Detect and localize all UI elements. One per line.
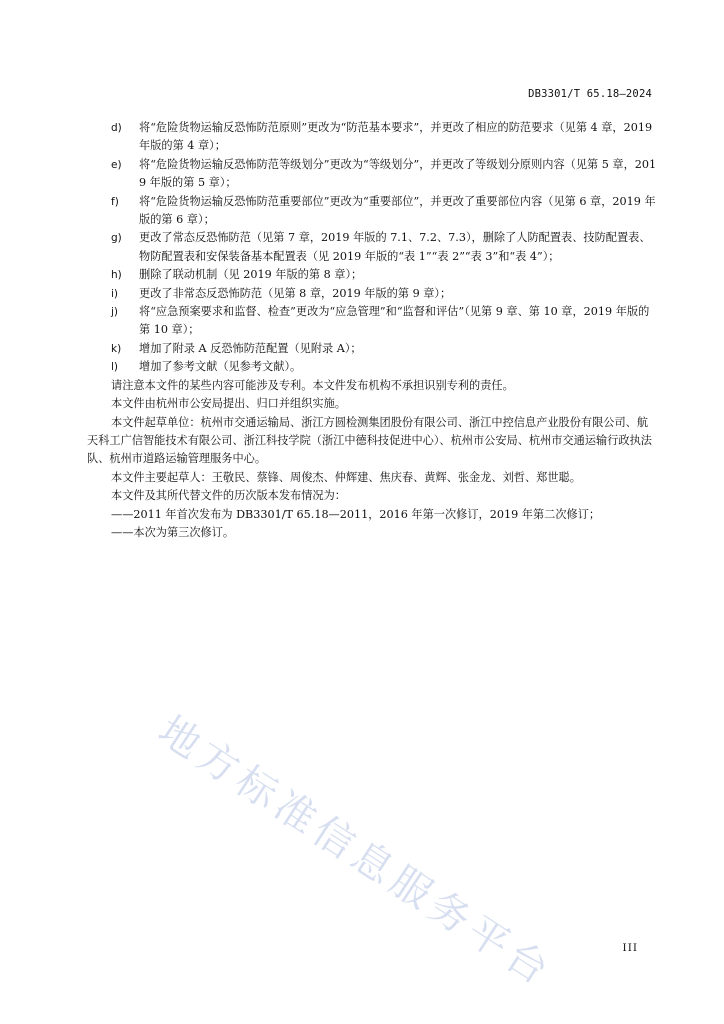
list-marker: d) [111,122,122,134]
list-marker: h) [111,269,122,282]
change-item-h [111,266,659,284]
list-marker: g) [111,232,122,245]
list-marker: f) [111,195,119,208]
list-item-text: 增加了附录 A 反恐怖防范配置（见附录 A）； [139,341,362,355]
change-item-i [111,285,659,303]
change-item-l [111,358,659,376]
document-code: DB3301/T 65.18—2024 [528,88,652,100]
proposer-statement: 本文件由杭州市公安局提出、归口并组织实施。 [111,397,346,411]
change-item-g [111,229,659,266]
drafting-units: 本文件起草单位：杭州市交通运输局、浙江方圆检测集团股份有限公司、浙江中控信息产业股份有限公司、航天科工广信智能技术有限公司、浙江科技学院（浙江中德科技促进中心）、杭州市公安局、杭州市交通运输行政执法队、杭州市道路运输管理服务中心。 [87,415,652,466]
list-item-text: 将“危险货物运输反恐怖防范原则”更改为“防范基本要求”，并更改了相应的防范要求（见第 4 章，2019 年版的第 4 章）； [139,121,653,153]
history-line: ——2011 年首次发布为 DB3301/T 65.18—2011，2016 年第一次修订，2019 年第二次修订； [111,507,601,521]
history-intro: 本文件及其所代替文件的历次版本发布情况为： [111,489,346,503]
change-item-f [111,193,659,230]
list-item-text: 将“危险货物运输反恐怖防范等级划分”更改为“等级划分”，并更改了等级划分原则内容（见第 5 章，2019 年版的第 5 章）； [139,157,657,190]
main-drafters: 本文件主要起草人：王敬民、蔡锋、周俊杰、仲辉建、焦庆春、黄辉、张金龙、刘哲、郑世聪。 [111,470,581,484]
page-number: III [622,942,638,954]
list-item-text: 增加了参考文献（见参考文献）。 [139,360,302,374]
history-line: ——本次为第三次修订。 [111,525,235,539]
list-marker: l) [111,361,119,374]
change-item-k [111,340,659,358]
patent-notice: 请注意本文件的某些内容可能涉及专利。本文件发布机构不承担识别专利的责任。 [111,378,514,392]
watermark: 地方标准信息服务平台 [150,707,561,997]
list-marker: j) [111,306,119,319]
list-item-text: 删除了联动机制（见 2019 年版的第 8 章）； [139,268,363,282]
list-item-text: 更改了非常态反恐怖防范（见第 8 章，2019 年版的第 9 章）； [139,286,452,300]
preface-body [87,119,659,542]
list-marker: k) [111,342,122,355]
change-item-e [111,156,659,193]
list-marker: e) [111,158,122,171]
list-item-text: 将“危险货物运输反恐怖防范重要部位”更改为“重要部位”，并更改了重要部位内容（见第 6 章，2019 年版的第 6 章）； [139,194,656,227]
change-item-d [111,119,659,156]
list-item-text: 更改了常态反恐怖防范（见第 7 章，2019 年版的 7.1、7.2、7.3），删除了人防配置表、技防配置表、物防配置表和安保装备基本配置表（见 2019 年版的“表 1”“表 2”“表 3”和“表 4”）； [139,231,651,263]
list-marker: i) [111,287,119,300]
change-item-j [111,303,659,340]
list-item-text: 将“应急预案要求和监督、检查”更改为“应急管理”和“监督和评估”（见第 9 章、第 10 章，2019 年版的第 10 章）； [139,305,650,337]
